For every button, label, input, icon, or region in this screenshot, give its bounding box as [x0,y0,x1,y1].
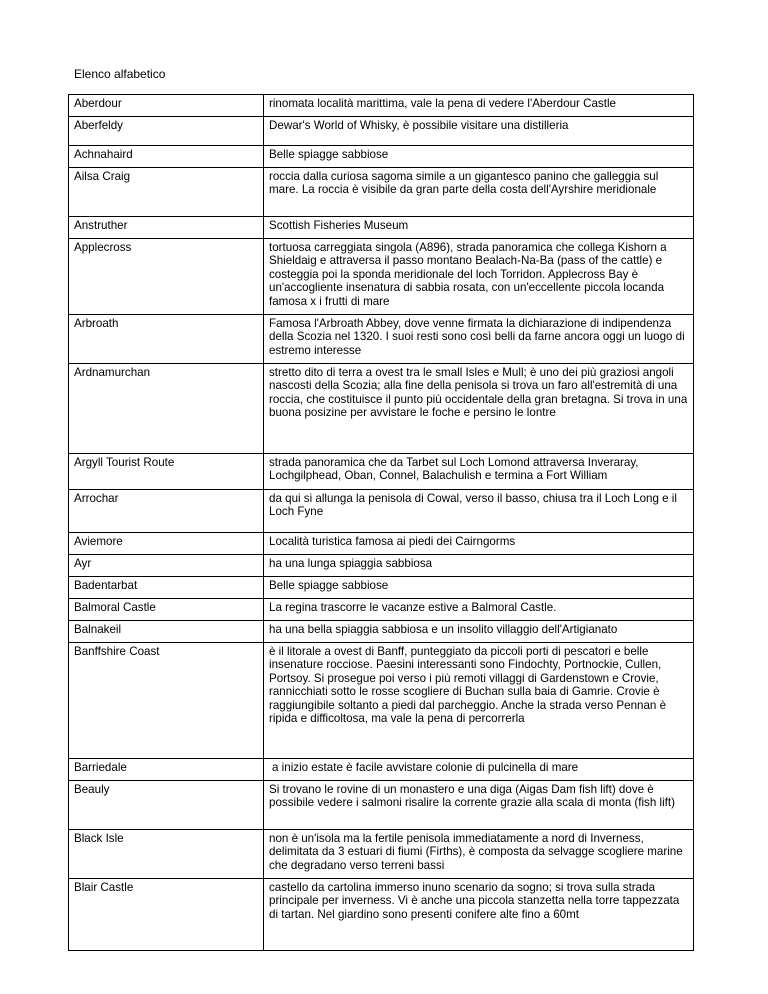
description-cell: La regina trascorre le vacanze estive a Balmoral Castle. [264,599,694,621]
description-cell: Scottish Fisheries Museum [264,217,694,239]
table-row [69,555,694,577]
description-cell: roccia dalla curiosa sagoma simile a un gigantesco panino che galleggia sul mare. La roccia è visibile da gran parte della costa dell'Ayrshire meridionale [264,168,694,217]
table-row [69,759,694,781]
table-row [69,168,694,217]
term-cell: Achnahaird [69,146,264,168]
term-cell: Beauly [69,781,264,830]
description-cell: Belle spiagge sabbiose [264,577,694,599]
description-cell: è il litorale a ovest di Banff, punteggiato da piccoli porti di pescatori e belle insenature rocciose. Paesini interessanti sono Findochty, Portnockie, Cullen, Portsoy. Si prosegue poi verso i più remoti villaggi di Gardenstown e Crovie, rannicchiati sotto le rosse scogliere di Buchan sulla baia di Gamrie. Crovie è raggiungibile soltanto a piedi dal parcheggio. Anche la strada verso Pennan è ripida e difficoltosa, ma vale la pena di percorrerla [264,643,694,759]
term-cell: Ardnamurchan [69,364,264,454]
table-row [69,621,694,643]
table-row [69,490,694,533]
term-cell: Aberdour [69,95,264,117]
description-cell: Dewar's World of Whisky, è possibile visitare una distilleria [264,117,694,146]
table-row [69,454,694,490]
table-row [69,239,694,315]
description-cell: Località turistica famosa ai piedi dei Cairngorms [264,533,694,555]
table-row [69,95,694,117]
description-cell: a inizio estate è facile avvistare colonie di pulcinella di mare [264,759,694,781]
description-cell: ha una bella spiaggia sabbiosa e un insolito villaggio dell'Artigianato [264,621,694,643]
description-cell: Si trovano le rovine di un monastero e una diga (Aigas Dam fish lift) dove è possibile vedere i salmoni risalire la corrente grazie alla scala di monta (fish lift) [264,781,694,830]
table-row [69,643,694,759]
table-row [69,599,694,621]
term-cell: Ayr [69,555,264,577]
term-cell: Balnakeil [69,621,264,643]
table-row [69,117,694,146]
description-cell: non è un'isola ma la fertile penisola immediatamente a nord di Inverness, delimitata da 3 estuari di fiumi (Firths), è composta da selvagge scogliere marine che degradano verso terreni bassi [264,830,694,879]
table-row [69,533,694,555]
description-cell: ha una lunga spiaggia sabbiosa [264,555,694,577]
description-cell: Famosa l'Arbroath Abbey, dove venne firmata la dichiarazione di indipendenza della Scozia nel 1320. I suoi resti sono così belli da farne ancora oggi un luogo di estremo interesse [264,315,694,364]
table-row [69,364,694,454]
table-row [69,577,694,599]
table-row [69,146,694,168]
description-cell: tortuosa carreggiata singola (A896), strada panoramica che collega Kishorn a Shieldaig e attraversa il passo montano Bealach-Na-Ba (pass of the cattle) e costeggia poi la sponda meridionale del loch Torridon. Applecross Bay è un'accogliente insenatura di sabbia rosata, con un'eccellente piccola locanda famosa x i frutti di mare [264,239,694,315]
table-row [69,217,694,239]
description-cell: strada panoramica che da Tarbet sul Loch Lomond attraversa Inveraray, Lochgilphead, Oban, Connel, Balachulish e termina a Fort William [264,454,694,490]
term-cell: Badentarbat [69,577,264,599]
description-cell: stretto dito di terra a ovest tra le small Isles e Mull; è uno dei più graziosi angoli nascosti della Scozia; alla fine della penisola si trova un faro all'estremità di una roccia, che costituisce il punto più occidentale della gran bretagna. Si trova in una buona posizine per avvistare le foche e persino le lontre [264,364,694,454]
description-cell: castello da cartolina immerso inuno scenario da sogno; si trova sulla strada principale per inverness. Vi è anche una piccola stanzetta nella torre tappezzata di tartan. Nel giardino sono presenti conifere alte fino a 60mt [264,879,694,951]
table-row [69,781,694,830]
table-row [69,315,694,364]
page-title: Elenco alfabetico [74,67,166,81]
term-cell: Applecross [69,239,264,315]
glossary-table [68,94,694,951]
term-cell: Argyll Tourist Route [69,454,264,490]
description-cell: rinomata località marittima, vale la pena di vedere l'Aberdour Castle [264,95,694,117]
term-cell: Blair Castle [69,879,264,951]
term-cell: Black Isle [69,830,264,879]
term-cell: Balmoral Castle [69,599,264,621]
term-cell: Ailsa Craig [69,168,264,217]
term-cell: Barriedale [69,759,264,781]
description-cell: da qui si allunga la penisola di Cowal, verso il basso, chiusa tra il Loch Long e il Loch Fyne [264,490,694,533]
term-cell: Arrochar [69,490,264,533]
term-cell: Banffshire Coast [69,643,264,759]
table-row [69,830,694,879]
table-row [69,879,694,951]
term-cell: Aviemore [69,533,264,555]
description-cell: Belle spiagge sabbiose [264,146,694,168]
term-cell: Arbroath [69,315,264,364]
term-cell: Aberfeldy [69,117,264,146]
term-cell: Anstruther [69,217,264,239]
